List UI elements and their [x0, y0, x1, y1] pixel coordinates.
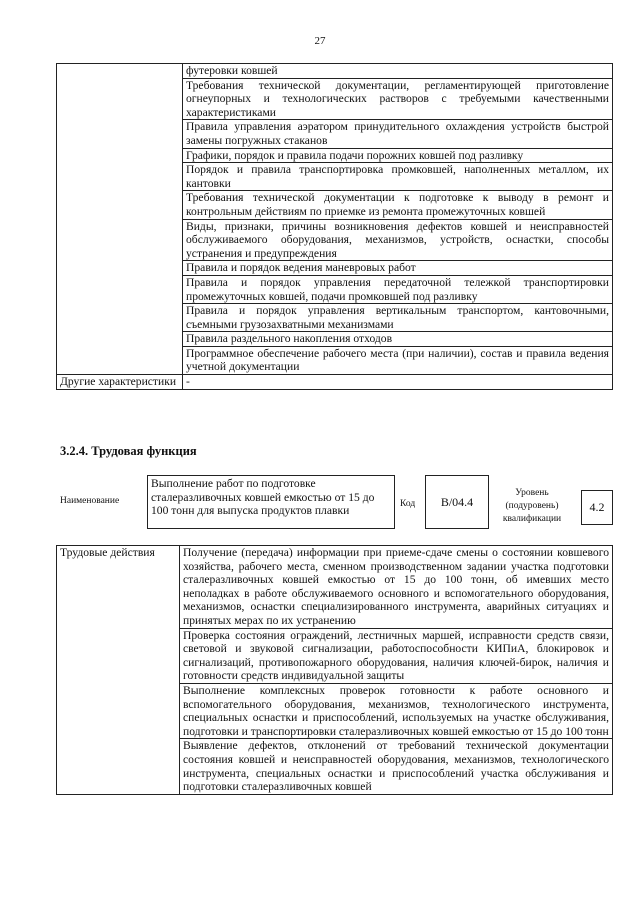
- code-label: Код: [400, 499, 416, 509]
- knowledge-label-cell: [57, 64, 183, 375]
- table-row: Графики, порядок и правила подачи порожних ковшей под разливку: [183, 148, 613, 163]
- page-number: 27: [314, 35, 326, 47]
- qualification-level-box: 4.2: [581, 490, 613, 525]
- table-row: Получение (передача) информации при приеме-сдаче смены о состоянии ковшевого хозяйства, рабочего места, сменном производственном задании участка подготовки сталеразливочных ковшей емкостью от 15 до 100 тонн, об имевших место неполадках в работе обслуживаемого основного и вспомогательного оборудования, механизмов, оснастки специализированного инструмента, аварийных ситуациях и принятых мерах по их устранению: [180, 546, 613, 629]
- labor-actions-label: Трудовые действия: [57, 546, 180, 795]
- labor-actions-table: [56, 545, 613, 795]
- function-name-box: Выполнение работ по подготовке сталеразливочных ковшей емкостью от 15 до 100 тонн для выпуска продуктов плавки: [147, 475, 395, 529]
- other-characteristics-label: Другие характеристики: [57, 375, 183, 390]
- table-row: футеровки ковшей: [183, 64, 613, 79]
- qualification-level-label: Уровень (подуровень) квалификации: [502, 488, 562, 524]
- table-row: Правила и порядок управления передаточной тележкой транспортировки промежуточных ковшей, подачи промковшей под разливку: [183, 275, 613, 303]
- section-title: 3.2.4. Трудовая функция: [60, 444, 197, 458]
- table-row: Выявление дефектов, отклонений от требований технической документации состояния ковшей и неисправностей оборудования, механизмов, технологического инструмента, специальных оснастки и приспособлений участка обслуживания и подготовки сталеразливочных ковшей: [180, 739, 613, 794]
- table-row: Правила управления аэратором принудительного охлаждения устройств быстрой замены погружных стаканов: [183, 120, 613, 148]
- table-row: Требования технической документации к подготовке к выводу в ремонт и контрольным действиям по приемке из ремонта промежуточных ковшей: [183, 191, 613, 219]
- table-row: Правила и порядок управления вертикальным транспортом, кантовочными, съемными грузозахватными механизмами: [183, 304, 613, 332]
- table-row: Виды, признаки, причины возникновения дефектов ковшей и неисправностей обслуживаемого оборудования, механизмов, устройств, оснастки, способы устранения и предупреждения: [183, 219, 613, 261]
- table-row: Требования технической документации, регламентирующей приготовление огнеупорных и технологических растворов с требуемыми качественными характеристиками: [183, 78, 613, 120]
- table-row: Порядок и правила транспортировка промковшей, наполненных металлом, их кантовки: [183, 163, 613, 191]
- table-row: Программное обеспечение рабочего места (при наличии), состав и правила ведения учетной документации: [183, 346, 613, 374]
- function-code-box: В/04.4: [425, 475, 489, 529]
- knowledge-table: [56, 63, 613, 390]
- table-row: Проверка состояния ограждений, лестничных маршей, исправности средств связи, световой и звуковой сигнализации, работоспособности КИПиА, блокировок и сигнализаций, противопожарного оборудования, наличия ключей-бирок, наличия и готовности средств индивидуальной защиты: [180, 628, 613, 683]
- table-row: Правила и порядок ведения маневровых работ: [183, 261, 613, 276]
- other-characteristics-value: -: [183, 375, 613, 390]
- table-row: Выполнение комплексных проверок готовности к работе основного и вспомогательного оборудования, механизмов, технологического инструмента, специальных оснастки и приспособлений, используемых на участке обслуживания, подготовки и транспортировки сталеразливочных ковшей емкостью от 15 до 100 тонн: [180, 683, 613, 738]
- table-row: Правила раздельного накопления отходов: [183, 332, 613, 347]
- name-label: Наименование: [60, 496, 120, 506]
